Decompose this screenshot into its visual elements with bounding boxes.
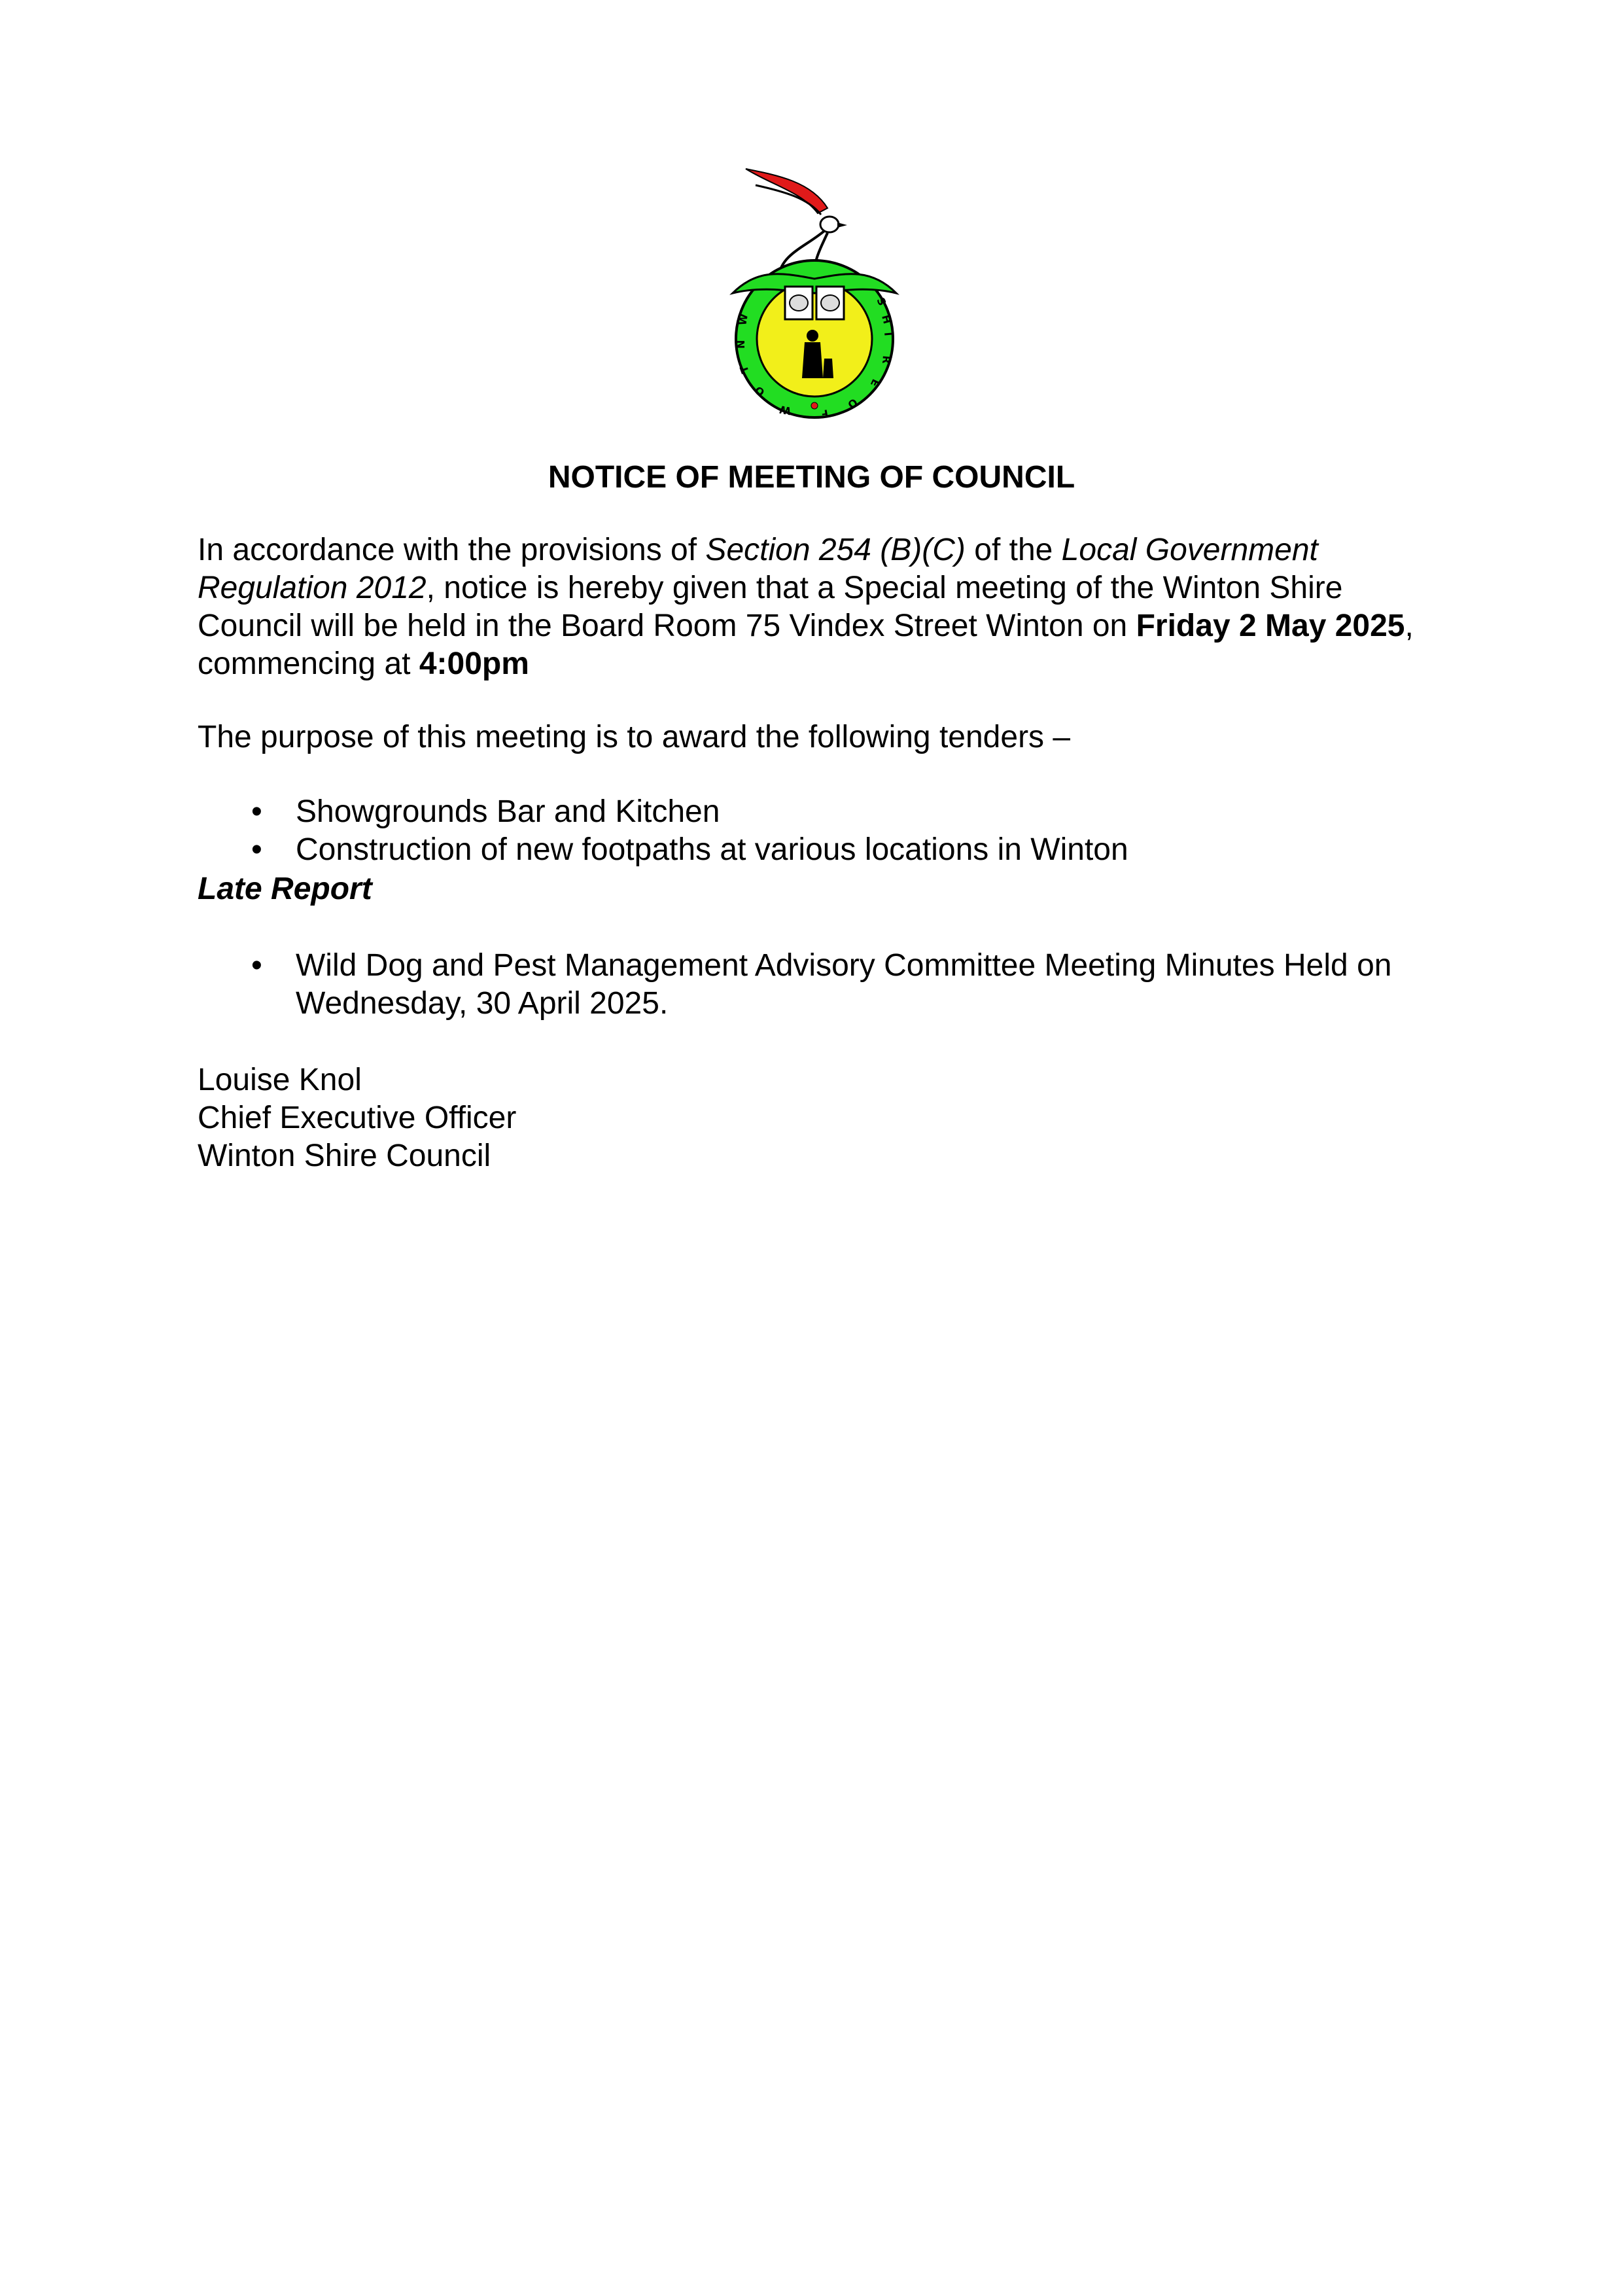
svg-text:N: N xyxy=(735,340,747,349)
late-report-heading: Late Report xyxy=(198,872,372,906)
tender-item-text: Construction of new footpaths at various locations in Winton xyxy=(296,832,1128,867)
svg-text:W: W xyxy=(736,313,751,327)
para1-text-5: , notice is hereby given that a Special meeting of the Winton Shire Council will be held in the Board Room 75 Vindex Street Winton on xyxy=(198,571,1343,643)
late-report-item-text: Wild Dog and Pest Management Advisory Committee Meeting Minutes Held on Wednesday, 30 April 2025. xyxy=(296,948,1392,1021)
section-reference: Section 254 (B)(C) xyxy=(705,533,966,567)
bullet-icon: • xyxy=(251,832,262,867)
svg-text:H: H xyxy=(879,313,894,325)
para1-text-1: In accordance with the provisions of xyxy=(198,533,706,567)
list-item xyxy=(198,947,1440,1023)
svg-text:T: T xyxy=(737,364,752,376)
signatory-organisation: Winton Shire Council xyxy=(198,1139,491,1173)
purpose-paragraph: The purpose of this meeting is to award the following tenders – xyxy=(198,720,1071,754)
meeting-notice-paragraph xyxy=(198,531,1440,683)
svg-text:O: O xyxy=(845,395,860,412)
svg-text:F: F xyxy=(820,407,829,421)
regulation-reference: Local Government Regulation 2012 xyxy=(198,533,1318,605)
signatory-name: Louise Knol xyxy=(198,1063,362,1097)
list-item xyxy=(198,831,1440,869)
notice-title: NOTICE OF MEETING OF COUNCIL xyxy=(548,460,1075,495)
svg-text:E: E xyxy=(867,377,882,389)
svg-text:R: R xyxy=(879,355,893,364)
bullet-icon: • xyxy=(251,794,262,829)
para1-text-7: , commencing at xyxy=(198,609,1414,681)
list-item xyxy=(198,793,1440,831)
bullet-icon: • xyxy=(251,948,262,983)
meeting-time: 4:00pm xyxy=(419,646,529,681)
signatory-position: Chief Executive Officer xyxy=(198,1101,517,1135)
tender-list xyxy=(198,793,1440,869)
shire-of-winton-logo xyxy=(720,162,909,424)
svg-text:W: W xyxy=(778,402,792,417)
late-report-list xyxy=(198,947,1440,1023)
tender-item-text: Showgrounds Bar and Kitchen xyxy=(296,794,720,829)
signature-block xyxy=(198,1061,1440,1175)
svg-text:I: I xyxy=(882,331,895,337)
para1-text-3: of the xyxy=(965,533,1062,567)
svg-text:S: S xyxy=(874,295,889,308)
svg-text:O: O xyxy=(752,383,767,399)
meeting-date: Friday 2 May 2025 xyxy=(1136,609,1405,643)
